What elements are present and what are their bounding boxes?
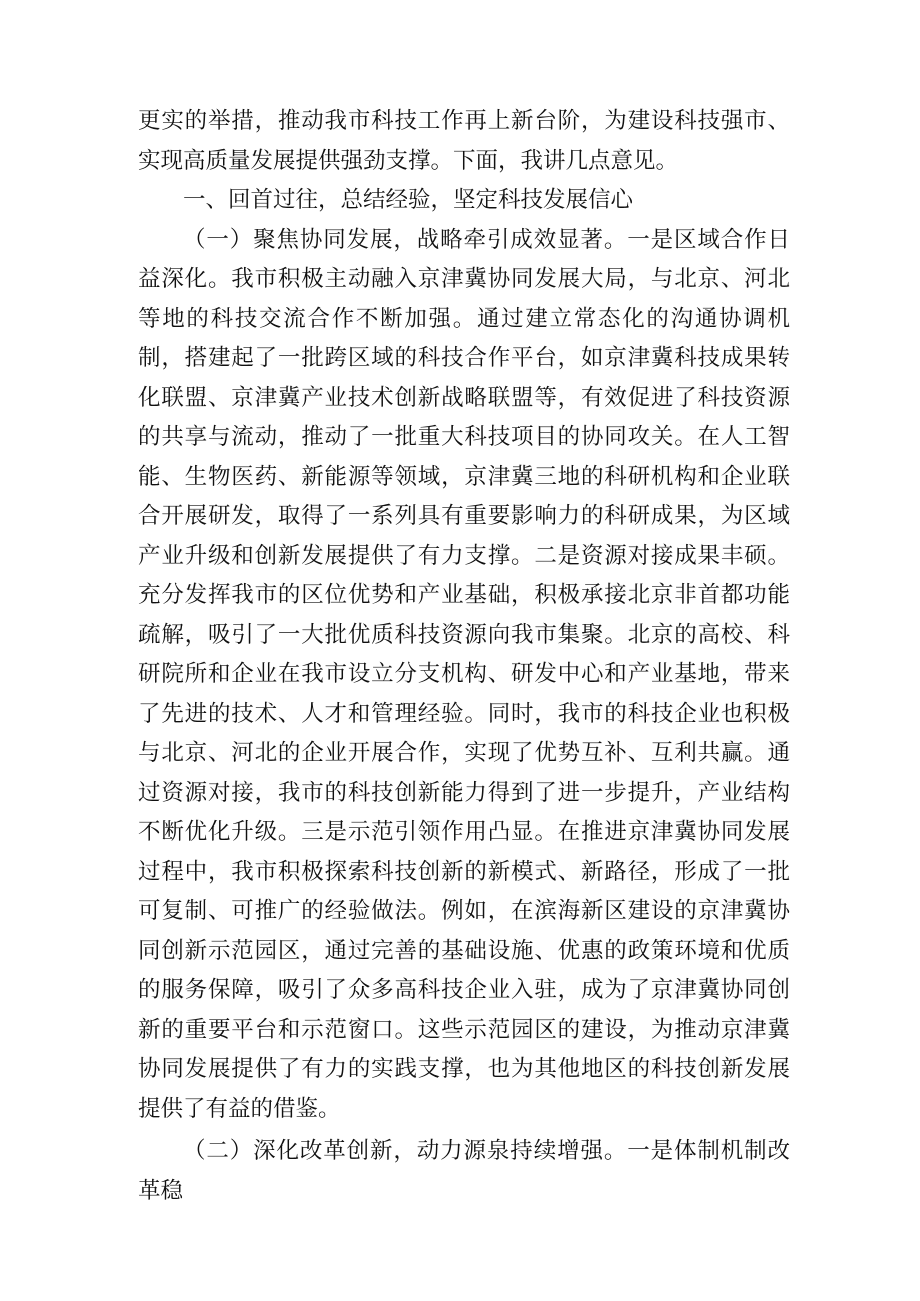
paragraph-collaborative-development: （一）聚焦协同发展，战略牵引成效显著。一是区域合作日益深化。我市积极主动融入京津冀协同发展大局，与北京、河北等地的科技交流合作不断加强。通过建立常态化的沟通协调机制，搭建起了一批跨区域的科技合作平台，如京津冀科技成果转化联盟、京津冀产业技术创新战略联盟等，有效促进了科技资源的共享与流动，推动了一批重大科技项目的协同攻关。在人工智能、生物医药、新能源等领域，京津冀三地的科研机构和企业联合开展研发，取得了一系列具有重要影响力的科研成果，为区域产业升级和创新发展提供了有力支撑。二是资源对接成果丰硕。充分发挥我市的区位优势和产业基础，积极承接北京非首都功能疏解，吸引了一大批优质科技资源向我市集聚。北京的高校、科研院所和企业在我市设立分支机构、研发中心和产业基地，带来了先进的技术、人才和管理经验。同时，我市的科技企业也积极与北京、河北的企业开展合作，实现了优势互补、互利共赢。通过资源对接，我市的科技创新能力得到了进一步提升，产业结构不断优化升级。三是示范引领作用凸显。在推进京津冀协同发展过程中，我市积极探索科技创新的新模式、新路径，形成了一批可复制、可推广的经验做法。例如，在滨海新区建设的京津冀协同创新示范园区，通过完善的基础设施、优惠的政策环境和优质的服务保障，吸引了众多高科技企业入驻，成为了京津冀协同创新的重要平台和示范窗口。这些示范园区的建设，为推动京津冀协同发展提供了有力的实践支撑，也为其他地区的科技创新发展提供了有益的借鉴。 — [138, 226, 790, 1122]
paragraph-reform-innovation: （二）深化改革创新，动力源泉持续增强。一是体制机制改革稳 — [138, 1138, 790, 1204]
paragraph-continuation: 更实的举措，推动我市科技工作再上新台阶，为建设科技强市、实现高质量发展提供强劲支撑。下面，我讲几点意见。 — [138, 108, 790, 174]
document-body — [138, 102, 790, 1211]
section-heading: 一、回首过往，总结经验，坚定科技发展信心 — [183, 187, 634, 213]
